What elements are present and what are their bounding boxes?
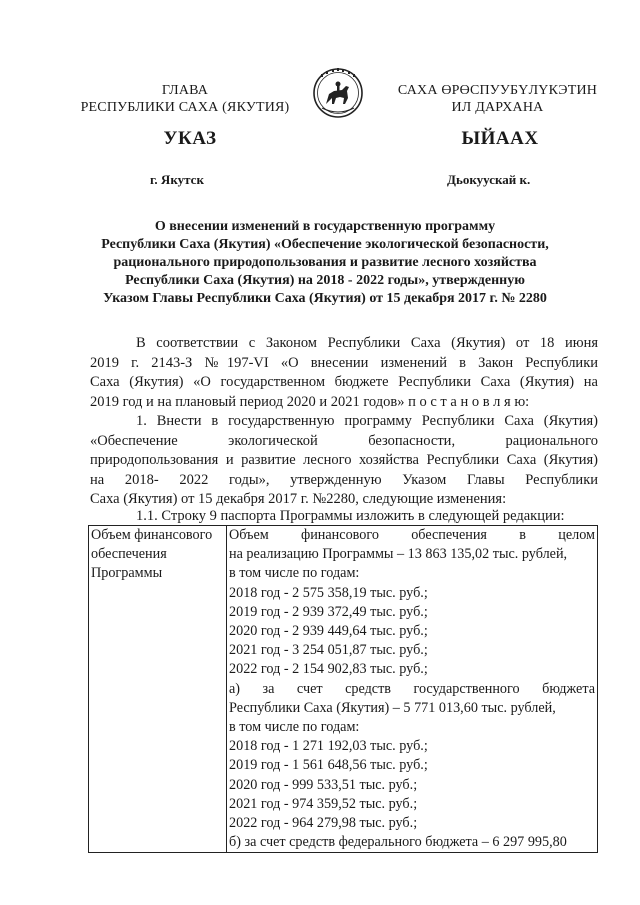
city-left: г. Якутск bbox=[150, 172, 204, 187]
cell-line: Республики Саха (Якутия) – 5 771 013,60 тыс. рублей, bbox=[229, 699, 556, 716]
table-row bbox=[89, 526, 598, 853]
paragraph-line: 2019 год и на плановый период 2020 и 2021 годов» п о с т а н о в л я ю: bbox=[90, 393, 530, 410]
issuer-right bbox=[385, 82, 610, 116]
city-right: Дьокуускай к. bbox=[447, 172, 531, 187]
cell-line: 2018 год - 2 575 358,19 тыс. руб.; bbox=[229, 584, 428, 601]
paragraph-line: Саха (Якутия) «О государственном бюджете Республики Саха (Якутия) на bbox=[90, 374, 598, 390]
cell-line: Программы bbox=[91, 565, 163, 582]
issuer-right-line2: ИЛ ДАРХАНА bbox=[451, 100, 544, 115]
title-line: Республики Саха (Якутия) на 2018 - 2022 годы», утвержденную bbox=[125, 273, 525, 288]
title-line: Республики Саха (Якутия) «Обеспечение экологической безопасности, bbox=[101, 237, 549, 252]
issuer-left-line1: ГЛАВА bbox=[161, 83, 209, 98]
issuer-left bbox=[70, 82, 300, 116]
doc-type-left: УКАЗ bbox=[163, 128, 217, 149]
cell-line: б) за счет средств федерального бюджета – 6 297 995,80 bbox=[229, 834, 567, 851]
cell-line: 2021 год - 974 359,52 тыс. руб.; bbox=[229, 795, 418, 812]
issuer-left-line2: РЕСПУБЛИКИ САХА (ЯКУТИЯ) bbox=[80, 100, 290, 115]
title-line: О внесении изменений в государственную программу bbox=[154, 219, 496, 234]
cell-line: а) за счет средств государственного бюджета bbox=[229, 680, 595, 697]
cell-line: 2022 год - 964 279,98 тыс. руб.; bbox=[229, 815, 418, 832]
cell-line: 2020 год - 2 939 449,64 тыс. руб.; bbox=[229, 623, 428, 640]
preamble-paragraph bbox=[90, 334, 598, 412]
cell-line: 2022 год - 2 154 902,83 тыс. руб.; bbox=[229, 661, 428, 678]
table-cell-value bbox=[227, 526, 598, 853]
title-line: рационального природопользования и развитие лесного хозяйства bbox=[113, 255, 537, 270]
cell-line: на реализацию Программы – 13 863 135,02 тыс. рублей, bbox=[229, 546, 568, 563]
cell-line: Объем финансового bbox=[91, 527, 213, 543]
cell-line: 2021 год - 3 254 051,87 тыс. руб.; bbox=[229, 642, 428, 659]
item-1-paragraph bbox=[90, 412, 598, 510]
paragraph-line: 1. Внести в государственную программу Республики Саха (Якутия) bbox=[136, 413, 598, 429]
cell-line: в том числе по годам: bbox=[229, 565, 360, 582]
cell-line: обеспечения bbox=[91, 546, 167, 563]
coat-of-arms-emblem bbox=[312, 60, 364, 122]
paragraph-line: 1.1. Строку 9 паспорта Программы изложить в следующей редакции: bbox=[136, 508, 565, 524]
cell-line: 2019 год - 1 561 648,56 тыс. руб.; bbox=[229, 757, 428, 774]
paragraph-line: природопользования и развитие лесного хозяйства Республики Саха (Якутия) bbox=[90, 452, 598, 468]
cell-line: Объем финансового обеспечения в целом bbox=[229, 527, 595, 543]
doc-type-right: ЫЙААХ bbox=[461, 128, 539, 149]
paragraph-line: на 2018- 2022 годы», утвержденную Указом Главы Республики bbox=[90, 471, 598, 488]
decree-title bbox=[80, 218, 570, 308]
paragraph-line: 2019 г. 2143-З №197-VI «О внесении изменений в Закон Республики bbox=[90, 354, 598, 371]
cell-line: 2020 год - 999 533,51 тыс. руб.; bbox=[229, 776, 418, 793]
cell-line: в том числе по годам: bbox=[229, 719, 360, 736]
table-cell-label bbox=[89, 526, 227, 853]
title-line: Указом Главы Республики Саха (Якутия) от 15 декабря 2017 г. № 2280 bbox=[103, 291, 547, 306]
paragraph-line: «Обеспечение экологической безопасности, рационального bbox=[90, 432, 598, 449]
cell-line: 2019 год - 2 939 372,49 тыс. руб.; bbox=[229, 603, 428, 620]
paragraph-line: В соответствии с Законом Республики Саха (Якутия) от 18 июня bbox=[136, 335, 598, 351]
cell-line: 2018 год - 1 271 192,03 тыс. руб.; bbox=[229, 738, 428, 755]
issuer-right-line1: САХА ӨРӨСПУУБҮЛҮКЭТИН bbox=[397, 83, 598, 98]
paragraph-line: Саха (Якутия) от 15 декабря 2017 г. №2280, следующие изменения: bbox=[90, 491, 507, 507]
program-funding-table bbox=[88, 525, 598, 853]
item-1-1-paragraph bbox=[136, 507, 606, 527]
